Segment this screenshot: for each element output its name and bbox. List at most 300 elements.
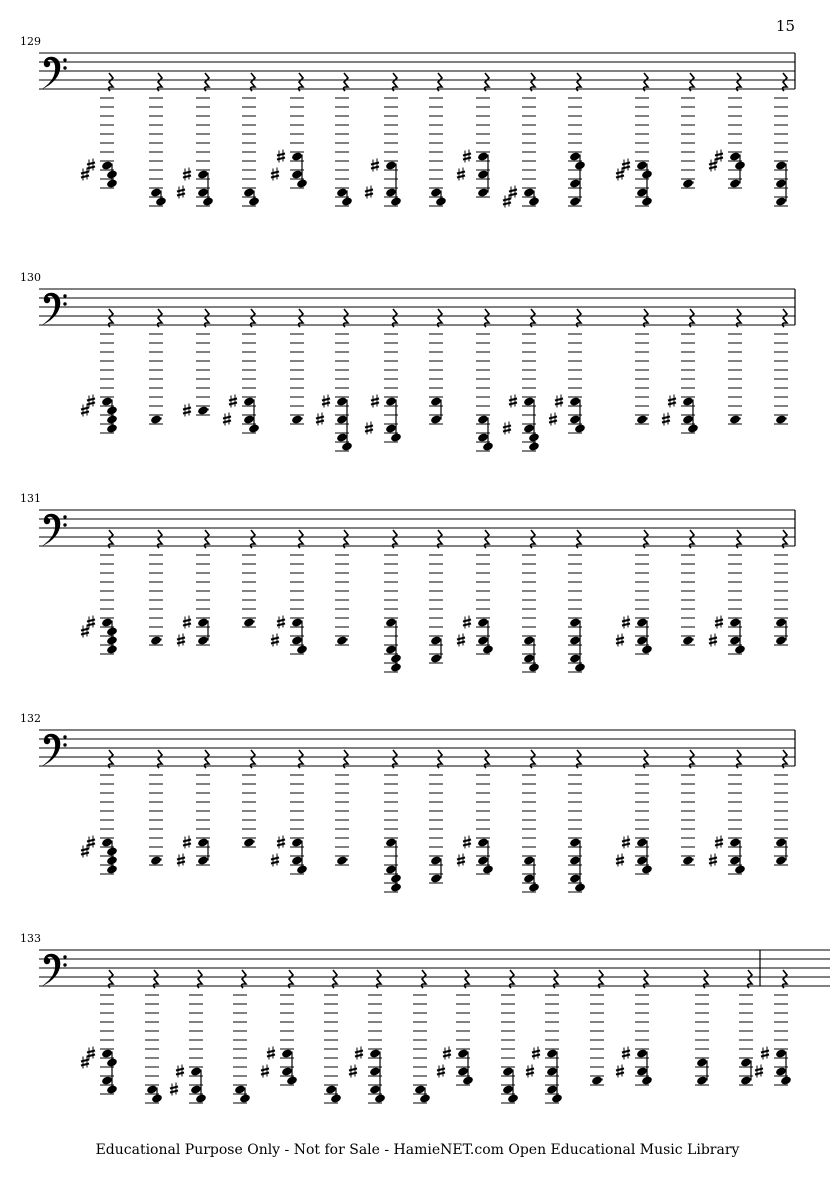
quarter-rest: [531, 530, 536, 548]
sharp-stroke: [503, 203, 511, 205]
chord-column: [429, 750, 443, 884]
sharp-icon: [715, 616, 723, 629]
sharp-stroke: [463, 840, 471, 842]
notehead: [190, 1066, 202, 1076]
sharp-icon: [503, 422, 511, 435]
chord-column: [384, 530, 402, 673]
sharp-stroke: [509, 399, 517, 401]
notehead: [336, 187, 348, 197]
quarter-rest: [251, 73, 256, 91]
sharp-icon: [715, 150, 723, 163]
notehead: [477, 617, 489, 627]
quarter-rest: [531, 750, 536, 768]
sharp-stroke: [81, 629, 89, 631]
notehead: [546, 1084, 558, 1094]
chord-column: [457, 73, 490, 198]
sharp-stroke: [761, 1055, 769, 1057]
measure-number: 129: [20, 35, 41, 48]
chord-column: [413, 970, 431, 1104]
notehead: [775, 617, 787, 627]
quarter-rest: [251, 750, 256, 768]
sharp-stroke: [463, 844, 471, 846]
notehead: [729, 635, 741, 645]
notehead: [336, 635, 348, 645]
sharp-stroke: [365, 190, 373, 192]
sharp-stroke: [271, 858, 279, 860]
sharp-stroke: [87, 1051, 95, 1053]
notehead: [729, 617, 741, 627]
sharp-stroke: [509, 190, 517, 192]
sharp-stroke: [371, 163, 379, 165]
sharp-icon: [183, 168, 191, 181]
notehead: [775, 635, 787, 645]
sharp-icon: [622, 1047, 630, 1060]
quarter-rest: [393, 73, 398, 91]
notehead: [729, 855, 741, 865]
sharp-stroke: [709, 862, 717, 864]
notehead: [477, 414, 489, 424]
sharp-stroke: [170, 1091, 178, 1093]
sharp-icon: [457, 634, 465, 647]
sharp-stroke: [87, 1055, 95, 1057]
sharp-stroke: [81, 853, 89, 855]
sharp-stroke: [503, 199, 511, 201]
sharp-icon: [457, 854, 465, 867]
sharp-stroke: [365, 194, 373, 196]
quarter-rest: [485, 309, 490, 327]
sharp-stroke: [526, 1073, 534, 1075]
sharp-icon: [87, 836, 95, 849]
sharp-stroke: [322, 403, 330, 405]
sharp-stroke: [457, 642, 465, 644]
chord-column: [149, 73, 167, 207]
chord-column: [755, 970, 792, 1086]
sharp-stroke: [177, 862, 185, 864]
notehead: [430, 414, 442, 424]
quarter-rest: [299, 309, 304, 327]
sharp-icon: [81, 168, 89, 181]
sharp-stroke: [668, 399, 676, 401]
sharp-stroke: [87, 840, 95, 842]
notehead: [775, 1066, 787, 1076]
notehead: [775, 414, 787, 424]
sharp-icon: [183, 616, 191, 629]
sharp-icon: [223, 413, 231, 426]
sharp-stroke: [277, 624, 285, 626]
notehead: [414, 1084, 426, 1094]
sharp-stroke: [509, 194, 517, 196]
quarter-rest: [690, 73, 695, 91]
sharp-stroke: [365, 426, 373, 428]
sharp-stroke: [271, 172, 279, 174]
sharp-stroke: [267, 1055, 275, 1057]
quarter-rest: [158, 750, 163, 768]
chord-column: [501, 970, 519, 1104]
sharp-icon: [349, 1065, 357, 1078]
sharp-icon: [526, 1065, 534, 1078]
bass-clef-dot: [44, 958, 50, 964]
sharp-stroke: [183, 172, 191, 174]
notehead: [243, 187, 255, 197]
quarter-rest: [577, 750, 582, 768]
sharp-icon: [177, 186, 185, 199]
notehead: [636, 855, 648, 865]
quarter-rest: [299, 73, 304, 91]
notehead: [385, 837, 397, 847]
sharp-stroke: [183, 176, 191, 178]
sharp-stroke: [81, 849, 89, 851]
notehead: [281, 1066, 293, 1076]
notehead: [775, 837, 787, 847]
chord-column: [774, 309, 788, 425]
quarter-rest: [485, 530, 490, 548]
quarter-rest: [644, 970, 649, 988]
measure-number: 133: [20, 932, 41, 945]
notehead: [569, 151, 581, 161]
sharp-stroke: [177, 638, 185, 640]
sharp-icon: [622, 836, 630, 849]
bass-clef-dot: [63, 523, 66, 526]
notehead: [591, 1075, 603, 1085]
notehead: [636, 160, 648, 170]
quarter-rest: [644, 750, 649, 768]
sharp-icon: [229, 395, 237, 408]
sharp-stroke: [457, 172, 465, 174]
chord-column: [503, 309, 540, 452]
chord-column: [774, 73, 788, 207]
notehead: [477, 855, 489, 865]
sharp-stroke: [81, 633, 89, 635]
notehead: [291, 151, 303, 161]
chord-column: [476, 309, 494, 452]
quarter-rest: [438, 309, 443, 327]
sharp-stroke: [549, 417, 557, 419]
sharp-stroke: [170, 1087, 178, 1089]
sharp-stroke: [616, 1069, 624, 1071]
chord-column: [242, 750, 256, 848]
sharp-stroke: [355, 1051, 363, 1053]
notehead: [477, 432, 489, 442]
sharp-icon: [81, 845, 89, 858]
quarter-rest: [510, 970, 515, 988]
sharp-stroke: [229, 403, 237, 405]
sharp-icon: [316, 413, 324, 426]
notehead: [636, 1048, 648, 1058]
sharp-stroke: [616, 638, 624, 640]
sharp-stroke: [622, 167, 630, 169]
sharp-stroke: [81, 172, 89, 174]
quarter-rest: [154, 970, 159, 988]
sharp-stroke: [177, 642, 185, 644]
sharp-icon: [177, 854, 185, 867]
chord-column: [709, 530, 746, 655]
quarter-rest: [299, 530, 304, 548]
sharp-stroke: [322, 399, 330, 401]
sharp-stroke: [662, 421, 670, 423]
notehead: [430, 396, 442, 406]
sharp-stroke: [668, 403, 676, 405]
notehead: [101, 1048, 113, 1058]
notehead: [430, 855, 442, 865]
notehead: [369, 1066, 381, 1076]
sharp-stroke: [349, 1069, 357, 1071]
sharp-stroke: [457, 176, 465, 178]
chord-column: [81, 530, 118, 655]
sharp-stroke: [349, 1073, 357, 1075]
sharp-stroke: [715, 154, 723, 156]
notehead: [477, 169, 489, 179]
sharp-stroke: [532, 1051, 540, 1053]
chord-column: [695, 970, 709, 1086]
sharp-stroke: [87, 167, 95, 169]
sharp-stroke: [87, 844, 95, 846]
sharp-stroke: [87, 624, 95, 626]
chord-column: [681, 750, 695, 866]
notehead: [502, 1066, 514, 1076]
sharp-stroke: [616, 172, 624, 174]
sharp-stroke: [715, 840, 723, 842]
notehead: [546, 1066, 558, 1076]
chord-column: [81, 970, 118, 1095]
notehead: [101, 160, 113, 170]
measure-number: 130: [20, 271, 41, 284]
quarter-rest: [690, 750, 695, 768]
notehead: [197, 635, 209, 645]
quarter-rest: [704, 970, 709, 988]
notehead: [385, 187, 397, 197]
sharp-stroke: [715, 620, 723, 622]
chord-column: [429, 530, 443, 664]
notehead: [775, 855, 787, 865]
chord-column: [149, 309, 163, 425]
sharp-stroke: [709, 167, 717, 169]
sharp-stroke: [316, 417, 324, 419]
quarter-rest: [783, 530, 788, 548]
notehead: [430, 635, 442, 645]
sharp-stroke: [715, 158, 723, 160]
notehead: [477, 635, 489, 645]
sharp-icon: [532, 1047, 540, 1060]
notehead: [385, 423, 397, 433]
notehead: [569, 855, 581, 865]
chord-column: [681, 530, 695, 646]
chord-column: [526, 970, 563, 1104]
notehead: [281, 1048, 293, 1058]
notehead: [523, 187, 535, 197]
chord-column: [616, 750, 653, 875]
quarter-rest: [599, 970, 604, 988]
sharp-stroke: [176, 1069, 184, 1071]
sharp-stroke: [365, 430, 373, 432]
sharp-stroke: [463, 620, 471, 622]
notehead: [385, 160, 397, 170]
sharp-stroke: [509, 403, 517, 405]
sharp-stroke: [176, 1073, 184, 1075]
sharp-stroke: [316, 421, 324, 423]
quarter-rest: [299, 750, 304, 768]
notehead: [197, 617, 209, 627]
sharp-stroke: [463, 158, 471, 160]
sharp-icon: [261, 1065, 269, 1078]
chord-column: [522, 530, 540, 673]
notehead: [729, 178, 741, 188]
notehead: [150, 855, 162, 865]
sharp-icon: [755, 1065, 763, 1078]
quarter-rest: [344, 530, 349, 548]
notehead: [101, 1075, 113, 1085]
notehead: [740, 1057, 752, 1067]
chord-column: [271, 750, 308, 875]
sharp-icon: [709, 159, 717, 172]
chord-column: [568, 530, 586, 673]
notehead: [729, 837, 741, 847]
sharp-icon: [509, 395, 517, 408]
sharp-stroke: [457, 638, 465, 640]
bass-clef-dot: [63, 294, 66, 297]
notehead: [385, 617, 397, 627]
sharp-stroke: [277, 158, 285, 160]
sharp-stroke: [532, 1055, 540, 1057]
notehead: [775, 196, 787, 206]
sharp-stroke: [261, 1073, 269, 1075]
notehead: [696, 1075, 708, 1085]
notehead: [636, 635, 648, 645]
notehead: [546, 1048, 558, 1058]
sharp-stroke: [183, 840, 191, 842]
quarter-rest: [205, 309, 210, 327]
sharp-icon: [371, 395, 379, 408]
sharp-stroke: [81, 1060, 89, 1062]
sharp-icon: [668, 395, 676, 408]
sharp-stroke: [437, 1073, 445, 1075]
sharp-icon: [81, 404, 89, 417]
bass-clef-dot: [63, 963, 66, 966]
page-number: 15: [775, 17, 795, 35]
staff-system: [20, 492, 795, 673]
sharp-stroke: [622, 624, 630, 626]
quarter-rest: [242, 970, 247, 988]
quarter-rest: [438, 750, 443, 768]
notehead: [682, 178, 694, 188]
sharp-icon: [271, 168, 279, 181]
chord-column: [739, 970, 753, 1086]
notehead: [696, 1057, 708, 1067]
chord-column: [437, 970, 474, 1086]
sharp-icon: [183, 404, 191, 417]
sharp-icon: [267, 1047, 275, 1060]
sharp-icon: [371, 159, 379, 172]
sharp-stroke: [457, 858, 465, 860]
sharp-stroke: [709, 858, 717, 860]
sharp-stroke: [277, 620, 285, 622]
sharp-stroke: [277, 840, 285, 842]
notehead: [569, 178, 581, 188]
sharp-icon: [503, 195, 511, 208]
notehead: [569, 196, 581, 206]
notehead: [569, 635, 581, 645]
bass-clef-dot: [63, 302, 66, 305]
quarter-rest: [465, 970, 470, 988]
sharp-stroke: [457, 862, 465, 864]
sharp-stroke: [271, 862, 279, 864]
notehead: [336, 396, 348, 406]
quarter-rest: [690, 309, 695, 327]
quarter-rest: [554, 970, 559, 988]
sharp-icon: [555, 395, 563, 408]
notehead: [101, 396, 113, 406]
quarter-rest: [393, 530, 398, 548]
sharp-stroke: [223, 417, 231, 419]
quarter-rest: [377, 970, 382, 988]
notehead: [336, 855, 348, 865]
quarter-rest: [333, 970, 338, 988]
chord-column: [242, 73, 260, 207]
chord-column: [233, 970, 251, 1104]
sharp-stroke: [81, 1064, 89, 1066]
chord-column: [177, 73, 214, 207]
sharp-stroke: [271, 176, 279, 178]
chord-column: [590, 970, 604, 1086]
sharp-icon: [177, 634, 185, 647]
notehead: [197, 187, 209, 197]
sharp-stroke: [87, 163, 95, 165]
chord-column: [242, 530, 256, 628]
sharp-icon: [365, 186, 373, 199]
quarter-rest: [577, 73, 582, 91]
chord-column: [145, 970, 163, 1104]
chord-column: [457, 530, 494, 655]
sharp-icon: [277, 616, 285, 629]
sharp-stroke: [715, 624, 723, 626]
sharp-stroke: [183, 620, 191, 622]
sharp-stroke: [709, 163, 717, 165]
sharp-stroke: [87, 620, 95, 622]
sharp-stroke: [177, 190, 185, 192]
chord-column: [681, 73, 695, 189]
sharp-stroke: [87, 399, 95, 401]
sharp-stroke: [355, 1055, 363, 1057]
quarter-rest: [748, 970, 753, 988]
quarter-rest: [644, 309, 649, 327]
notehead: [150, 414, 162, 424]
sharp-stroke: [183, 844, 191, 846]
quarter-rest: [531, 309, 536, 327]
sharp-stroke: [183, 624, 191, 626]
quarter-rest: [251, 530, 256, 548]
notehead: [291, 837, 303, 847]
quarter-rest: [205, 750, 210, 768]
quarter-rest: [344, 750, 349, 768]
notehead: [430, 873, 442, 883]
quarter-rest: [438, 530, 443, 548]
quarter-rest: [205, 530, 210, 548]
sharp-icon: [457, 168, 465, 181]
sharp-icon: [616, 634, 624, 647]
staff-system: [20, 271, 795, 452]
sharp-stroke: [371, 167, 379, 169]
notehead: [523, 855, 535, 865]
chord-column: [261, 970, 298, 1086]
bass-clef-dot: [63, 955, 66, 958]
sharp-stroke: [503, 426, 511, 428]
chord-column: [324, 970, 342, 1104]
notehead: [101, 837, 113, 847]
sharp-stroke: [183, 412, 191, 414]
notehead: [636, 1066, 648, 1076]
chord-column: [316, 309, 353, 452]
sharp-stroke: [709, 642, 717, 644]
chord-column: [457, 750, 494, 875]
